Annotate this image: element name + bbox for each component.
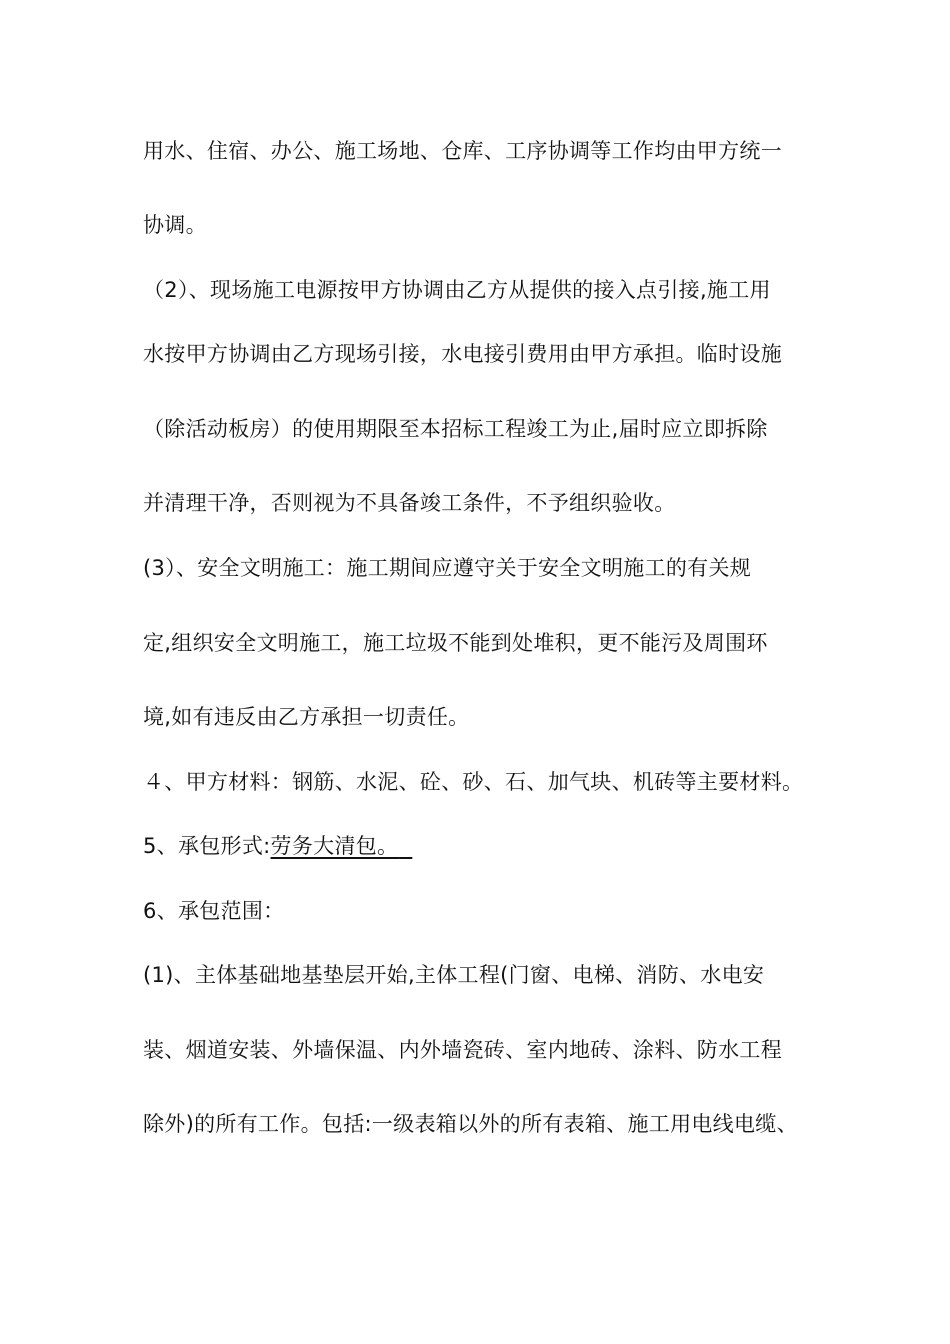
contract-form-value: 劳务大清包。 (270, 834, 399, 858)
paragraph-line: ４、甲方材料：钢筋、水泥、砼、砂、石、加气块、机砖等主要材料。 (143, 770, 804, 794)
paragraph-line: 6、承包范围： (143, 899, 285, 923)
paragraph-line: （2）、现场施工电源按甲方协调由乙方从提供的接入点引接,施工用 (143, 278, 771, 302)
paragraph-line: (1)、主体基础地基垫层开始,主体工程(门窗、电梯、消防、水电安 (143, 963, 765, 987)
paragraph-line: 用水、住宿、办公、施工场地、仓库、工序协调等工作均由甲方统一 (143, 139, 782, 163)
contract-form-underline-tail (398, 834, 412, 858)
paragraph-line: 装、烟道安装、外墙保温、内外墙瓷砖、室内地砖、涂料、防水工程 (143, 1038, 782, 1062)
contract-form-label: 5、承包形式: (143, 834, 271, 858)
paragraph-line: （除活动板房）的使用期限至本招标工程竣工为止,届时应立即拆除 (143, 417, 768, 441)
paragraph-line: 协调。 (143, 213, 207, 237)
paragraph-line: 并清理干净，否则视为不具备竣工条件，不予组织验收。 (143, 491, 676, 515)
contract-form-line (143, 832, 412, 860)
paragraph-line: 除外)的所有工作。包括:一级表箱以外的所有表箱、施工用电线电缆、 (143, 1112, 798, 1136)
paragraph-line: 境,如有违反由乙方承担一切责任。 (143, 705, 470, 729)
paragraph-line: 定,组织安全文明施工，施工垃圾不能到处堆积，更不能污及周围环 (143, 631, 768, 655)
paragraph-line: 水按甲方协调由乙方现场引接，水电接引费用由甲方承担。临时设施 (143, 342, 782, 366)
paragraph-line: (3）、安全文明施工：施工期间应遵守关于安全文明施工的有关规 (143, 556, 752, 580)
